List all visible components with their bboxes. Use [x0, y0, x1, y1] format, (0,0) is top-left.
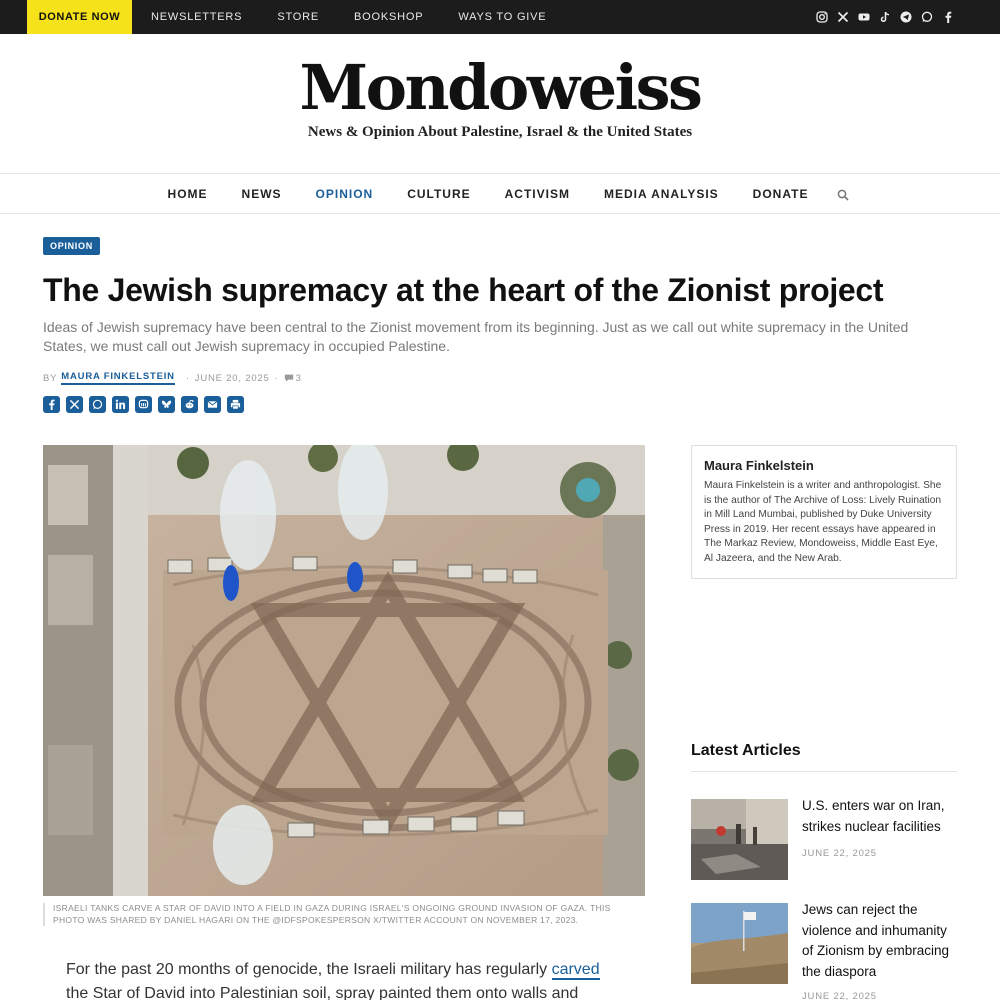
article-date: JUNE 22, 2025: [802, 991, 877, 1000]
comment-count: 3: [295, 372, 302, 384]
masthead: [0, 34, 1000, 174]
nav-culture[interactable]: CULTURE: [407, 186, 471, 201]
bio-text: Maura Finkelstein is a writer and anthropologist. She is the author of The Archive of Loss: Lively Ruination in Mill Land Mumbai, published by Duke University Press in 2019. Her recent essays have appeared in The Markaz Review, Mondoweiss, Middle East Eye, Al Jazeera, and the New Arab.: [704, 480, 942, 564]
telegram-icon[interactable]: [899, 10, 912, 23]
email-icon[interactable]: [204, 396, 221, 413]
search-icon[interactable]: [837, 188, 849, 200]
whatsapp-icon[interactable]: [89, 396, 106, 413]
publish-date: JUNE 20, 2025: [194, 372, 270, 384]
latest-article-item[interactable]: [691, 799, 957, 880]
article-dek: Ideas of Jewish supremacy have been central to the Zionist movement from its beginning. Just as we call out white supremacy in the United States, we must call out Jewish supremacy in occupied Palestine.: [43, 319, 909, 354]
nav-news[interactable]: NEWS: [241, 186, 282, 201]
byline: [43, 371, 302, 385]
nav-home[interactable]: HOME: [167, 186, 208, 201]
article-thumbnail[interactable]: [691, 799, 788, 880]
article-title[interactable]: Jews can reject the violence and inhumanity of Zionism by embracing the diaspora: [802, 902, 950, 979]
author-link[interactable]: MAURA FINKELSTEIN: [61, 371, 175, 385]
site-tagline: News & Opinion About Palestine, Israel & the United States: [307, 124, 693, 140]
ways-to-give-link[interactable]: WAYS TO GIVE: [458, 11, 547, 23]
facebook-icon[interactable]: [941, 10, 954, 23]
youtube-icon[interactable]: [857, 10, 870, 23]
divider: [691, 771, 957, 772]
main-nav: [0, 173, 1000, 214]
facebook-icon[interactable]: [43, 396, 60, 413]
bluesky-icon[interactable]: [158, 396, 175, 413]
byline-separator: ·: [274, 372, 279, 384]
nav-donate[interactable]: DONATE: [752, 186, 809, 201]
mastodon-icon[interactable]: [135, 396, 152, 413]
whatsapp-icon[interactable]: [920, 10, 933, 23]
reddit-icon[interactable]: [181, 396, 198, 413]
latest-articles-heading: Latest Articles: [691, 742, 801, 759]
article-title[interactable]: U.S. enters war on Iran, strikes nuclear facilities: [802, 798, 945, 834]
image-caption: ISRAELI TANKS CARVE A STAR OF DAVID INTO A FIELD IN GAZA DURING ISRAEL'S ONGOING GROUND INVASION OF GAZA. THIS PHOTO WAS SHARED BY DANIEL HAGARI ON THE @IDFSPOKESPERSON X/TWITTER ACCOUNT ON NOVEMBER 17, 2023.: [43, 903, 643, 926]
body-text-end: the Star of David into Palestinian soil, spray painted them onto walls and: [66, 985, 579, 1000]
top-bar: [0, 0, 1000, 34]
nav-media-analysis[interactable]: MEDIA ANALYSIS: [603, 186, 719, 201]
article-hero-image: [43, 445, 645, 896]
social-links: [815, 10, 954, 23]
carved-link[interactable]: carved: [551, 961, 600, 978]
site-logo[interactable]: Mondoweiss: [299, 51, 701, 124]
category-tag[interactable]: OPINION: [43, 237, 100, 255]
article-thumbnail[interactable]: [691, 903, 788, 984]
body-text-start: For the past 20 months of genocide, the Israeli military has regularly: [66, 961, 552, 978]
article-headline: The Jewish supremacy at the heart of the Zionist project: [43, 272, 884, 308]
share-bar: [43, 396, 244, 413]
nav-opinion[interactable]: OPINION: [315, 186, 374, 201]
latest-article-item[interactable]: [691, 903, 957, 1000]
article-date: JUNE 22, 2025: [802, 848, 877, 859]
byline-separator: ·: [185, 372, 190, 384]
x-icon[interactable]: [836, 10, 849, 23]
byline-prefix: BY: [43, 372, 58, 384]
tiktok-icon[interactable]: [878, 10, 891, 23]
linkedin-icon[interactable]: [112, 396, 129, 413]
bookshop-link[interactable]: BOOKSHOP: [354, 11, 424, 23]
nav-activism[interactable]: ACTIVISM: [504, 186, 570, 201]
bio-author-name[interactable]: Maura Finkelstein: [704, 458, 814, 473]
article-body: [66, 958, 626, 1000]
top-links: [151, 0, 581, 34]
newsletters-link[interactable]: NEWSLETTERS: [151, 11, 243, 23]
instagram-icon[interactable]: [815, 10, 828, 23]
donate-now-button[interactable]: DONATE NOW: [27, 0, 132, 34]
print-icon[interactable]: [227, 396, 244, 413]
x-icon[interactable]: [66, 396, 83, 413]
author-bio-box: [691, 445, 957, 579]
comment-icon: [284, 373, 294, 383]
store-link[interactable]: STORE: [277, 11, 320, 23]
comments-link[interactable]: [284, 373, 302, 384]
